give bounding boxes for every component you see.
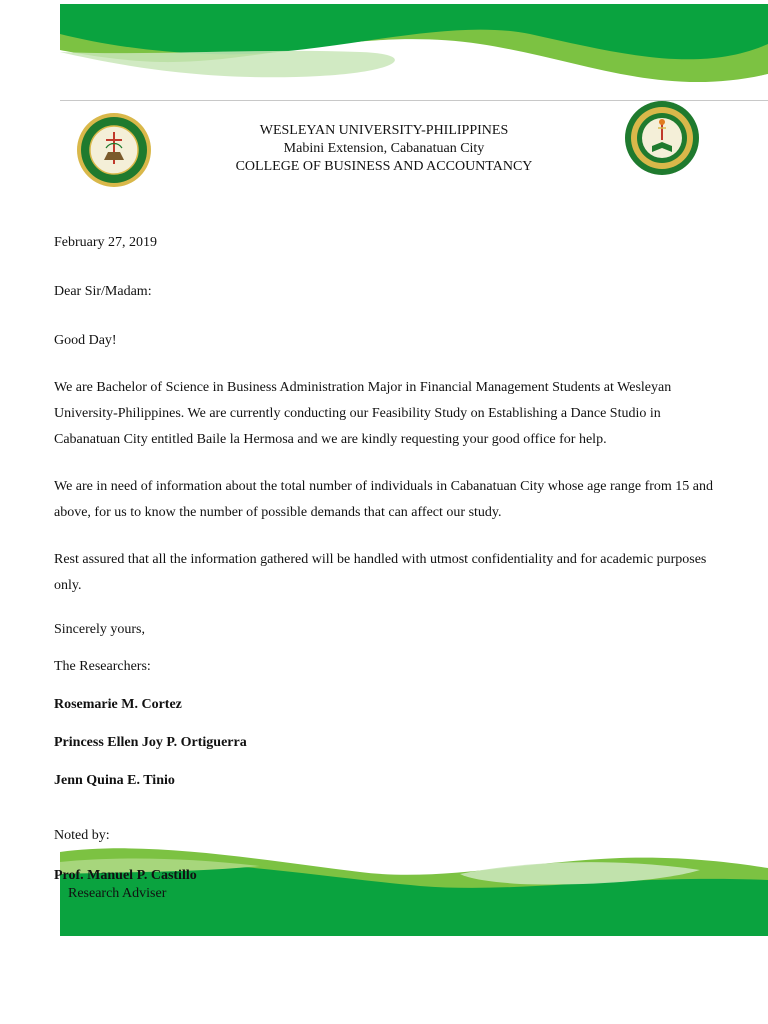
paragraph-line: Rest assured that all the information gathered will be handled with utmost confidentiality and for academic purposes [54, 552, 707, 567]
letter-date: February 27, 2019 [54, 235, 158, 250]
header-banner [60, 4, 768, 99]
closing: Sincerely yours, [54, 622, 145, 637]
adviser-role: Research Adviser [68, 886, 167, 901]
college-of-business-seal [624, 100, 700, 176]
institution-name: WESLEYAN UNIVERSITY-PHILIPPINES [259, 123, 509, 138]
paragraph-line: We are in need of information about the total number of individuals in Cabanatuan City whose age range from 15 and [54, 479, 714, 494]
paragraph-confidentiality [54, 547, 724, 599]
paragraph-information-needed [54, 474, 724, 526]
researchers-label: The Researchers: [54, 659, 151, 674]
noted-by-label: Noted by: [54, 828, 110, 843]
salutation: Dear Sir/Madam: [54, 284, 152, 299]
wesleyan-university-seal [76, 112, 152, 188]
institution-address: Mabini Extension, Cabanatuan City [283, 141, 485, 156]
paragraph-line: We are Bachelor of Science in Business Administration Major in Financial Management Students at Wesleyan [54, 380, 672, 395]
wesleyan-seal-graphic [76, 112, 152, 188]
paragraph-line: Cabanatuan City entitled Baile la Hermosa and we are kindly requesting your good office for help. [54, 432, 607, 447]
paragraph-request [54, 375, 724, 453]
paragraph-line: University-Philippines. We are currently conducting our Feasibility Study on Establishing a Dance Studio in [54, 406, 661, 421]
paragraph-line: only. [54, 578, 82, 593]
college-name: COLLEGE OF BUSINESS AND ACCOUNTANCY [235, 159, 533, 174]
paragraph-line: above, for us to know the number of possible demands that can affect our study. [54, 505, 502, 520]
header-wave-graphic [60, 4, 768, 99]
researcher-name: Jenn Quina E. Tinio [54, 773, 175, 788]
researcher-name: Rosemarie M. Cortez [54, 697, 182, 712]
letterhead [180, 122, 588, 176]
greeting: Good Day! [54, 333, 117, 348]
adviser-name: Prof. Manuel P. Castillo [54, 868, 197, 883]
college-seal-graphic [624, 100, 700, 176]
researcher-name: Princess Ellen Joy P. Ortiguerra [54, 735, 247, 750]
